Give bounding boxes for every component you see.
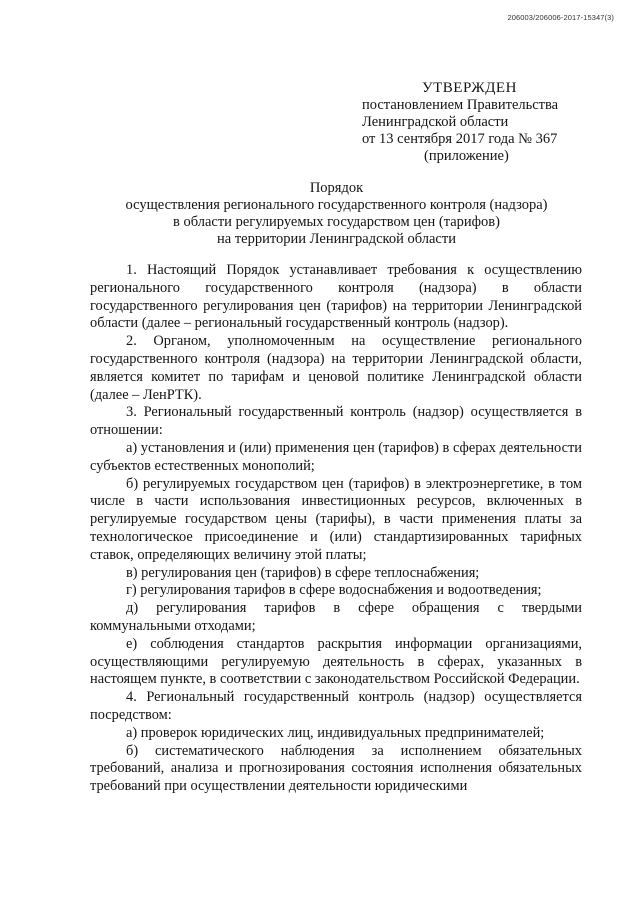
paragraph-2: 2. Органом, уполномоченным на осуществление регионального государственного контроля (надзора) на территории Ленинградской области, является комитет по тарифам и ценовой политике Ленинградской области (далее – ЛенРТК).: [90, 333, 582, 403]
paragraph-3-item-v: в) регулирования цен (тарифов) в сфере теплоснабжения;: [126, 564, 480, 581]
document-title: [80, 180, 593, 248]
paragraph-3-item-g: г) регулирования тарифов в сфере водоснабжения и водоотведения;: [126, 582, 542, 599]
paragraph-3-item-b: б) регулируемых государством цен (тарифов) в электроэнергетике, в том числе в части использования инвестиционных ресурсов, включенных в регулируемые государством цены (тарифы), в части применения платы за технологическое присоединение и (или) стандартизированных тарифных ставок, определяющих величину этой платы;: [90, 475, 582, 563]
document-registration-number: 206003/206006-2017-15347(3): [507, 13, 614, 22]
approval-line-region: Ленинградской области: [362, 114, 509, 130]
paragraph-1: 1. Настоящий Порядок устанавливает требования к осуществлению регионального государственного контроля (надзора) в области государственного регулирования цен (тарифов) на территории Ленинградской области (далее – региональный государственный контроль (надзор).: [90, 262, 582, 332]
paragraph-4: 4. Региональный государственный контроль (надзор) осуществляется посредством:: [90, 689, 582, 723]
approval-line-date-number: от 13 сентября 2017 года № 367: [362, 131, 558, 147]
approval-heading: УТВЕРЖДЕН: [422, 80, 517, 96]
title-line-2: осуществления регионального государственного контроля (надзора): [125, 197, 548, 213]
paragraph-4-item-b: б) систематического наблюдения за исполнением обязательных требований, анализа и прогнозирования состояния исполнения обязательных требований при осуществлении деятельности юридическими: [90, 742, 582, 795]
title-line-4: на территории Ленинградской области: [217, 231, 456, 247]
approval-appendix-note: (приложение): [424, 148, 509, 164]
approval-stamp-block: [362, 80, 602, 165]
title-line-1: Порядок: [309, 180, 364, 196]
paragraph-3-item-a: а) установления и (или) применения цен (тарифов) в сферах деятельности субъектов естественных монополий;: [90, 439, 582, 474]
paragraph-3: 3. Региональный государственный контроль (надзор) осуществляется в отношении:: [90, 404, 582, 439]
paragraph-3-item-d: д) регулирования тарифов в сфере обращения с твердыми коммунальными отходами;: [90, 600, 582, 634]
paragraph-4-item-a: а) проверок юридических лиц, индивидуальных предпринимателей;: [126, 724, 545, 741]
document-body: [90, 262, 582, 796]
title-line-3: в области регулируемых государством цен (тарифов): [173, 214, 500, 230]
paragraph-3-item-e: е) соблюдения стандартов раскрытия информации организациями, осуществляющими регулируемую деятельность в сферах, указанных в настоящем пункте, в соответствии с законодательством Российской Федерации.: [90, 635, 582, 688]
approval-line-resolution: постановлением Правительства: [362, 97, 559, 113]
